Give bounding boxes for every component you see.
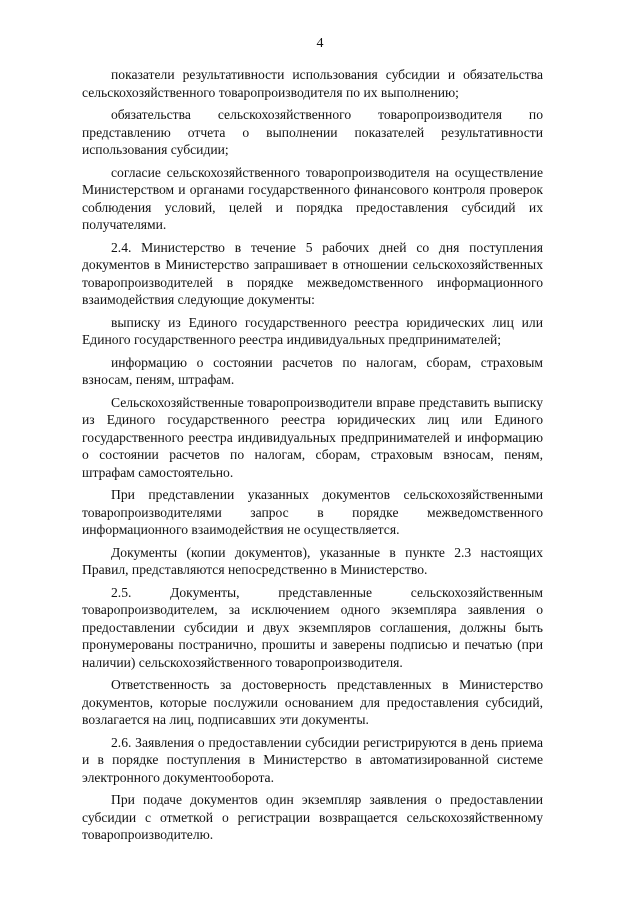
paragraph-return-copy: При подаче документов один экземпляр заявления о предоставлении субсидии с отметкой о регистрации возвращается сельскохозяйственному товаропроизводителю. <box>82 792 543 842</box>
paragraph-indicators: показатели результативности использования субсидии и обязательства сельскохозяйственного товаропроизводителя по их выполнению; <box>82 67 543 100</box>
paragraph-tax-info: информацию о состоянии расчетов по налогам, сборам, страховым взносам, пеням, штрафам. <box>82 354 543 387</box>
paragraph-registry-extract: выписку из Единого государственного реестра юридических лиц или Единого государственного реестра индивидуальных предпринимателей; <box>82 314 543 347</box>
paragraph-2-4: 2.4. Министерство в течение 5 рабочих дней со дня поступления документов в Министерство запрашивает в отношении сельскохозяйственных товаропроизводителей в порядке межведомственного информационного взаимодействия следующие документы: <box>82 239 543 307</box>
paragraph-no-request: При представлении указанных документов сельскохозяйственными товаропроизводителями запрос в порядке межведомственного информационного взаимодействия не осуществляется. <box>82 487 543 537</box>
paragraph-report-obligations: обязательства сельскохозяйственного товаропроизводителя по представлению отчета о выполнении показателей результативности использования субсидии; <box>82 107 543 157</box>
document-body <box>82 66 543 844</box>
paragraph-documents-direct: Документы (копии документов), указанные в пункте 2.3 настоящих Правил, представляются непосредственно в Министерство. <box>82 544 543 577</box>
page-number: 4 <box>316 36 324 51</box>
paragraph-responsibility: Ответственность за достоверность представленных в Министерство документов, которые послужили основанием для предоставления субсидий, возлагается на лиц, подписавших эти документы. <box>82 677 543 727</box>
paragraph-consent: согласие сельскохозяйственного товаропроизводителя на осуществление Министерством и органами государственного финансового контроля проверок соблюдения условий, целей и порядка предоставления субсидий их получателями. <box>82 164 543 232</box>
paragraph-2-5: 2.5. Документы, представленные сельскохозяйственным товаропроизводителем, за исключением одного экземпляра заявления о предоставлении субсидии и двух экземпляров соглашения, должны быть пронумерованы постранично, прошиты и заверены подписью и печатью (при наличии) сельскохозяйственного товаропроизводителя. <box>82 584 543 670</box>
paragraph-2-6: 2.6. Заявления о предоставлении субсидии регистрируются в день приема и в порядке поступления в Министерство в автоматизированной системе электронного документооборота. <box>82 734 543 785</box>
paragraph-self-submission: Сельскохозяйственные товаропроизводители вправе представить выписку из Единого государственного реестра юридических лиц или Единого государственного реестра индивидуальных предпринимателей и информацию о состоянии расчетов по налогам, сборам, страховым взносам, пеням, штрафам самостоятельно. <box>82 394 543 480</box>
